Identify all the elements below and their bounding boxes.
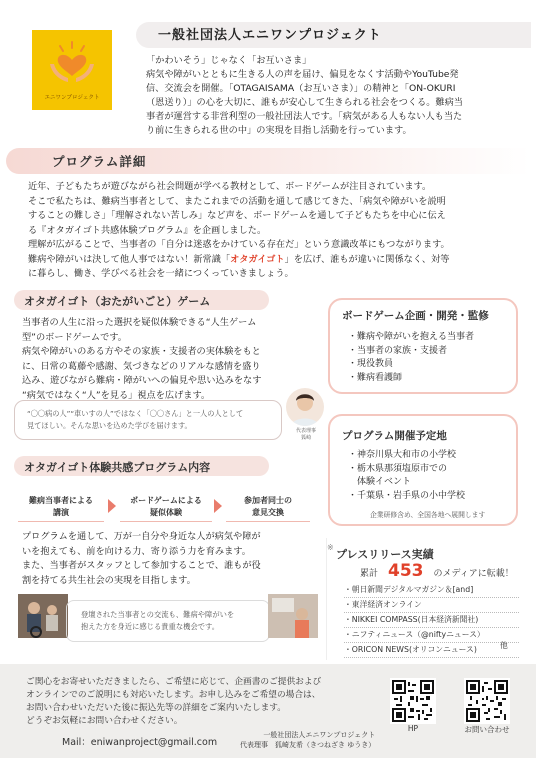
asterisk-icon: ※: [327, 543, 334, 552]
arrow-right-icon: [214, 499, 222, 513]
venue-note: 企業研修含め、全国各地へ展開します: [370, 511, 486, 519]
press-item: ・ORICON NEWS(オリコンニュース): [344, 643, 519, 658]
press-prefix: 累計: [360, 569, 379, 579]
game-line: 型”のボードゲームです。: [22, 331, 127, 343]
press-count: 453: [388, 561, 424, 581]
detail-line: [28, 253, 520, 268]
venue-box: [328, 414, 518, 526]
experience-line: いを抱えても、前を向ける力、寄り添う力を育みます。: [22, 545, 251, 557]
intro-line: 「かわいそう」じゃなく「お互いさま」: [146, 55, 312, 66]
press-item: ・朝日新聞デジタルマガジン＆[and]: [344, 583, 519, 598]
qr-label-hp: HP: [407, 724, 419, 733]
program-title: プログラム詳細: [52, 154, 147, 169]
detail-line: することの難しさ」「理解されない苦しみ」など声を、ボードゲームを通して子どもたちを中心に伝え: [28, 210, 446, 221]
list-item: ・千葉県・岩手県の小中学校: [348, 490, 466, 501]
experience-line: 割を持てる共生社会の実現を目指します。: [22, 574, 196, 586]
press-item: ・東洋経済オンライン: [344, 598, 519, 613]
board-game-title: ボードゲーム企画・開発・監修: [342, 310, 489, 322]
heart-hands-icon: [46, 40, 98, 84]
program-detail: [28, 180, 520, 282]
event-photo: [268, 594, 318, 638]
press-suffix: のメディアに転載！: [433, 569, 514, 579]
flow-step-discussion: 参加者同士の 意見交換: [226, 492, 310, 522]
arrow-right-icon: [108, 499, 116, 513]
list-item: ・栃木県那須塩原市での: [348, 463, 448, 474]
detail-text: 難病や障がいは決して他人事ではない！新常識「: [28, 253, 231, 265]
experience-text: [22, 530, 284, 588]
footer-line: ご関心をお寄せいただきましたら、ご希望に応じて、企画書のご提供および: [26, 677, 322, 687]
list-item: ・神奈川県大和市の小学校: [348, 450, 457, 460]
press-other: 他: [500, 641, 508, 650]
logo-text: エニワンプロジェクト: [44, 95, 100, 101]
caption-line: 狐崎: [300, 435, 311, 441]
detail-text: 」を広げ、誰もが違いに関係なく、対等: [284, 253, 450, 265]
game-line: に、日常の葛藤や感謝、気づきなどのリアルな感情を盛り: [22, 360, 261, 372]
footer-line: どうぞお気軽にお問い合わせください。: [26, 716, 183, 726]
qr-code-icon: [390, 678, 436, 724]
intro-line: り前に生きられる世の中」の実現を目指し活動を行っています。: [146, 125, 412, 136]
experience-line: プログラムを通して、万が一自分や身近な人が病気や障が: [22, 531, 261, 542]
experience-title: オタガイゴト体験共感プログラム内容: [24, 461, 211, 474]
caption-line: 代表理事: [295, 428, 316, 434]
footer-line: オンラインでのご説明にも対応いたします。お申し込みをご希望の場合は、: [26, 690, 321, 700]
portrait-caption: [282, 428, 330, 442]
press-item: ・ニフティニュース（@niftyニュース）: [344, 628, 519, 643]
game-line: 込み、遊びながら難病・障がいへの偏見や思い込みをなす: [22, 375, 262, 386]
org-line: 一般社団法人エニワンプロジェクト: [263, 731, 376, 739]
footer-line: お問い合わせいただいた後に振込先等の詳細をご案内いたします。: [26, 703, 286, 713]
venue-list: [330, 449, 516, 503]
event-photo: [18, 594, 68, 638]
game-line: 病気や障がいのある方やその家族・支援者の実体験をもと: [22, 346, 261, 357]
photo-caption-box: [66, 600, 270, 642]
game-text: [22, 316, 284, 403]
flow-step-lecture: 難病当事者による 講演: [18, 492, 104, 522]
game-title: オタガイゴト（おたがいごと）ゲーム: [24, 295, 211, 308]
press-count-row: [360, 561, 514, 581]
contact-qr-code[interactable]: [464, 678, 510, 735]
page-title: 一般社団法人エニワンプロジェクト: [158, 28, 382, 43]
logo: [32, 30, 112, 110]
detail-line: に暮らし、働き、学びべる社会を一緒につくっていきましょう。: [28, 268, 294, 279]
detail-line: 理解が広がることで、当事者の「自分は迷惑をかけている存在だ」という意識改革にもつながります。: [28, 239, 450, 250]
intro-line: 病気や障がいとともに生きる人の声を届け、偏見をなくす活動やYouTube発: [146, 69, 459, 80]
board-game-list: [330, 331, 516, 385]
intro-text: [146, 54, 531, 138]
organization-signature: [240, 730, 375, 750]
representative-photo: [286, 388, 324, 426]
intro-line: 事者が運営する非営利型の一般社団法人です。「病気がある人もない人も当た: [146, 111, 463, 122]
press-item: ・NIKKEI COMPASS(日本経済新聞社): [344, 613, 519, 628]
footer-text: [26, 676, 350, 728]
email-link[interactable]: Mail：eniwanproject@gmail.com: [62, 737, 218, 748]
list-item: ・難病や障がいを抱える当事者: [348, 332, 475, 342]
org-line: 代表理事 狐崎友希（きつねざき ゆうき）: [240, 741, 376, 749]
detail-line: 近年、子どもたちが遊びながら社会問題が学べる教材として、ボードゲームが注目されています。: [28, 181, 432, 192]
qr-code-icon: [464, 678, 510, 724]
quote-box: [14, 400, 282, 440]
game-line: 当事者の人生に沿った選択を疑似体験できる“人生ゲーム: [22, 317, 257, 328]
hp-qr-code[interactable]: [390, 678, 436, 733]
game-line: “病気ではなく“人”を見る」視点を広げます。: [22, 389, 211, 401]
board-game-box: [328, 298, 518, 394]
intro-line: （恩送り）」の心を大切に、誰もが安心して生きられる社会をつくる。難病当: [146, 97, 463, 108]
list-item: 体験イベント: [348, 477, 412, 487]
venue-title: プログラム開催予定地: [342, 430, 447, 442]
photo-caption-line: 抱えた方を身近に感じる貴重な機会です。: [81, 622, 220, 631]
qr-label-contact: お問い合わせ: [464, 725, 510, 734]
press-list: [344, 583, 519, 658]
detail-line: そこで私たちは、難病当事者として、またこれまでの活動を通して感じてきた、「病気や障がいを説明: [28, 195, 446, 207]
list-item: ・現役教員: [348, 359, 394, 369]
experience-line: また、当事者がスタッフとして参加することで、誰もが役: [22, 560, 261, 571]
detail-line: る『オタガイゴト共感体験プログラム』を企画しました。: [28, 224, 267, 236]
quote-line: “〇〇病の人”“車いすの人”ではなく「〇〇さん」と一人の人として: [27, 409, 244, 418]
press-title: プレスリリース実績: [336, 548, 434, 561]
quote-line: 見てほしい。そんな思いを込めた学びを届けます。: [27, 421, 192, 430]
list-item: ・当事者の家族・支援者: [348, 345, 448, 356]
highlight-text: オタガイゴト: [230, 253, 285, 265]
intro-line: 信、交流会を開催。「OTAGAISAMA（お互いさま）」の精神と「ON-OKURI: [146, 83, 456, 94]
list-item: ・難病看護師: [348, 372, 403, 383]
flow-step-game: ボードゲームによる 疑似体験: [120, 492, 212, 522]
photo-caption-line: 登壇された当事者との交流も、難病や障がいを: [81, 610, 235, 619]
